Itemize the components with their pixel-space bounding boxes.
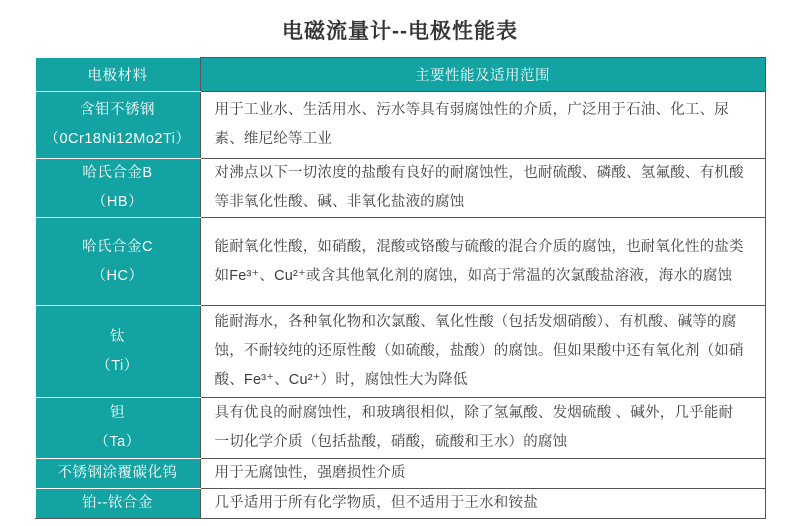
material-name: 钛 (110, 328, 125, 345)
material-code: （Ta） (94, 434, 141, 450)
table-row (35, 306, 765, 398)
performance-cell: 用于无腐蚀性，强磨损性介质 (200, 459, 765, 489)
material-name: 不锈钢涂覆碳化钨 (57, 465, 178, 481)
material-code: （HC） (91, 267, 144, 284)
column-header-material: 电极材料 (35, 58, 200, 92)
material-cell (35, 306, 200, 398)
table-row (35, 218, 765, 306)
column-header-performance: 主要性能及适用范围 (200, 58, 765, 92)
performance-cell: 具有优良的耐腐蚀性，和玻璃很相似，除了氢氟酸、发烟硫酸 、碱外，几乎能耐一切化学介质（包括盐酸，硝酸，硫酸和王水）的腐蚀 (200, 398, 765, 459)
material-cell (35, 489, 200, 519)
material-cell (35, 92, 200, 159)
performance-cell: 几乎适用于所有化学物质，但不适用于王水和铵盐 (200, 489, 765, 519)
table-row (35, 459, 765, 489)
material-code: （HB） (91, 194, 144, 210)
material-name: 哈氏合金B (82, 165, 153, 181)
material-code: （0Cr18Ni12Mo2Ti） (44, 131, 191, 147)
page-title: 电磁流量计--电极性能表 (282, 20, 518, 43)
material-cell (35, 398, 200, 459)
table-row (35, 398, 765, 459)
table-row (35, 159, 765, 218)
material-name: 哈氏合金C (82, 238, 153, 255)
table-row (35, 92, 765, 159)
table-row (35, 489, 765, 519)
material-name: 钽 (110, 405, 125, 421)
performance-cell: 用于工业水、生活用水、污水等具有弱腐蚀性的介质，广泛用于石油、化工、尿素、维尼纶等工业 (200, 92, 765, 159)
material-code: （Ti） (96, 357, 139, 374)
material-name: 含钼不锈钢 (80, 102, 155, 118)
performance-cell: 能耐海水，各种氧化物和次氯酸、氧化性酸（包括发烟硝酸）、有机酸、碱等的腐蚀，不耐较纯的还原性酸（如硫酸，盐酸）的腐蚀。但如果酸中还有氧化剂（如硝酸、Fe³⁺、Cu²⁺）时，腐蚀性大为降低 (200, 306, 765, 398)
table-header-row (35, 58, 765, 92)
material-cell (35, 459, 200, 489)
electrode-performance-table (35, 57, 766, 519)
performance-cell: 对沸点以下一切浓度的盐酸有良好的耐腐蚀性，也耐硫酸、磷酸、氢氟酸、有机酸等非氧化性酸、碱、非氧化盐液的腐蚀 (200, 159, 765, 218)
material-name: 铂--铱合金 (82, 495, 153, 511)
material-cell (35, 159, 200, 218)
material-cell (35, 218, 200, 306)
performance-cell: 能耐氧化性酸，如硝酸，混酸或铬酸与硫酸的混合介质的腐蚀，也耐氧化性的盐类如Fe³⁺、Cu²⁺或含其他氧化剂的腐蚀，如高于常温的次氯酸盐溶液，海水的腐蚀 (200, 218, 765, 306)
